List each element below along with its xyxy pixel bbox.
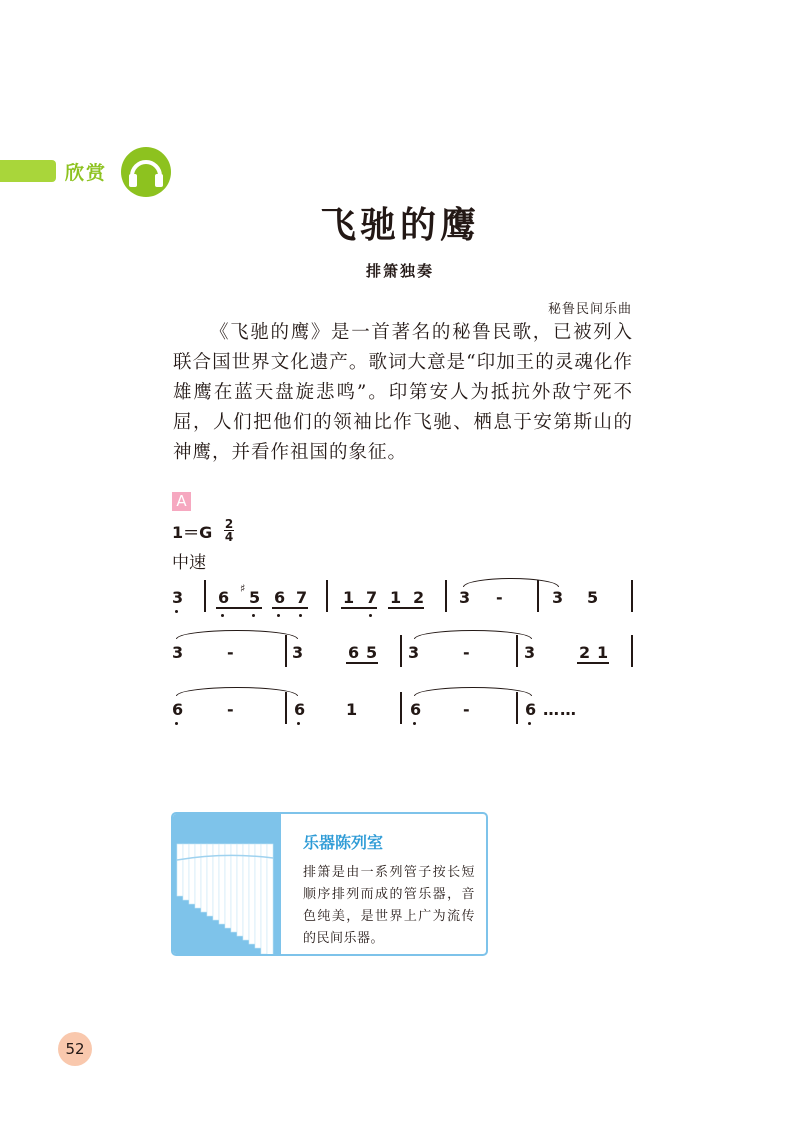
ellipsis: ……: [543, 700, 577, 719]
subtitle: 排箫独奏: [365, 262, 434, 280]
score-note: 3: [292, 643, 304, 662]
bar-line: [400, 692, 402, 724]
headphones-icon: [120, 146, 172, 198]
bar-line: [631, 580, 633, 612]
meter-bottom: 4: [224, 530, 234, 544]
tie-arc: [176, 687, 298, 696]
score-note: 7: [366, 588, 378, 607]
low-octave-dot: [413, 722, 416, 725]
low-octave-dot: [175, 610, 178, 613]
score-note: 1: [597, 643, 609, 662]
section-bar: [0, 160, 56, 182]
time-signature: [224, 518, 234, 543]
dash-note: -: [227, 643, 234, 662]
score-note: 2: [579, 643, 591, 662]
score-note: 6: [348, 643, 360, 662]
score-note: 5: [587, 588, 599, 607]
tie-arc: [414, 630, 532, 639]
score-note: 5: [366, 643, 378, 662]
dash-note: -: [227, 700, 234, 719]
section-label: 欣赏: [65, 162, 108, 184]
beam-underline: [577, 662, 609, 664]
score-note: 3: [408, 643, 420, 662]
bar-line: [516, 635, 518, 667]
score-note: 6: [274, 588, 286, 607]
tie-arc: [463, 578, 559, 587]
instrument-illustration-panel: [173, 814, 281, 954]
beam-underline: [216, 607, 262, 609]
dash-note: -: [496, 588, 503, 607]
score-note: 3: [524, 643, 536, 662]
bar-line: [204, 580, 206, 612]
music-origin: 秘鲁民间乐曲: [547, 302, 632, 317]
pan-flute-icon: [173, 814, 281, 954]
low-octave-dot: [297, 722, 300, 725]
score-note: 1: [343, 588, 355, 607]
low-octave-dot: [277, 614, 280, 617]
page-title: 飞驰的鹰: [319, 204, 480, 246]
bar-line: [445, 580, 447, 612]
score-note: 6: [172, 700, 184, 719]
dash-note: -: [463, 700, 470, 719]
meter-top: 2: [224, 517, 234, 531]
score-note: 3: [552, 588, 564, 607]
bar-line: [537, 580, 539, 612]
low-octave-dot: [221, 614, 224, 617]
beam-underline: [346, 662, 378, 664]
low-octave-dot: [252, 614, 255, 617]
beam-underline: [341, 607, 377, 609]
section-mark: A: [172, 492, 191, 511]
low-octave-dot: [528, 722, 531, 725]
score-note: 6: [218, 588, 230, 607]
score-note: 3: [172, 643, 184, 662]
bar-line: [326, 580, 328, 612]
bar-line: [285, 635, 287, 667]
instrument-box-text: 排箫是由一系列管子按长短顺序排列而成的管乐器，音色纯美，是世界上广为流传的民间乐器。: [303, 865, 475, 946]
bar-line: [631, 635, 633, 667]
score-note: 6: [294, 700, 306, 719]
tempo-marking: 中速: [172, 553, 206, 573]
low-octave-dot: [175, 722, 178, 725]
low-octave-dot: [299, 614, 302, 617]
instrument-box: [171, 812, 488, 956]
intro-paragraph: 《飞驰的鹰》是一首著名的秘鲁民歌，已被列入联合国世界文化遗产。歌词大意是“印加王的灵魂化作雄鹰在蓝天盘旋悲鸣”。印第安人为抵抗外敌宁死不屈，人们把他们的领袖比作飞驰、栖息于安第斯山的神鹰，并看作祖国的象征。: [173, 322, 633, 463]
key-signature: 1＝G: [172, 523, 213, 542]
low-octave-dot: [369, 614, 372, 617]
instrument-box-title: 乐器陈列室: [303, 833, 384, 852]
bar-line: [400, 635, 402, 667]
bar-line: [516, 692, 518, 724]
score-note: 3: [172, 588, 184, 607]
score-note: 3: [459, 588, 471, 607]
bar-line: [285, 692, 287, 724]
score-note: 7: [296, 588, 308, 607]
tie-arc: [414, 687, 532, 696]
score-note: 6: [525, 700, 537, 719]
sharp-sign: ♯: [240, 582, 246, 595]
beam-underline: [388, 607, 424, 609]
score-note: 6: [410, 700, 422, 719]
score-note: 1: [390, 588, 402, 607]
page-number: 52: [58, 1032, 92, 1066]
score-note: 2: [413, 588, 425, 607]
beam-underline: [272, 607, 308, 609]
score-note: 1: [346, 700, 358, 719]
score-note: 5: [249, 588, 261, 607]
tie-arc: [176, 630, 298, 639]
dash-note: -: [463, 643, 470, 662]
